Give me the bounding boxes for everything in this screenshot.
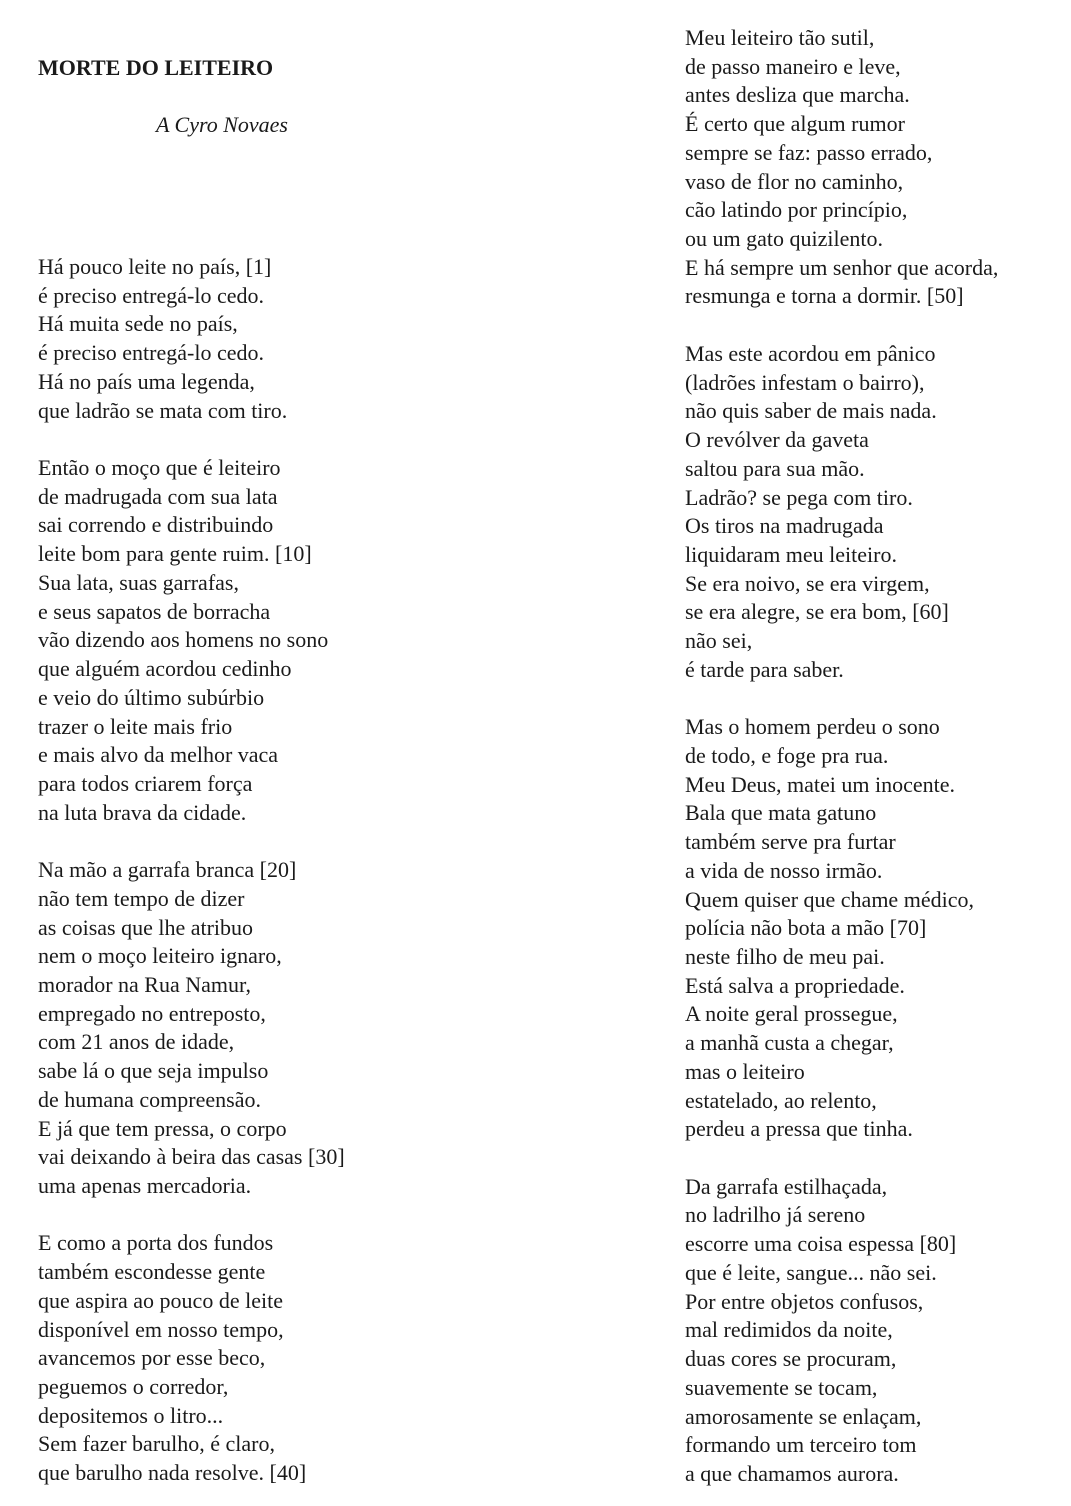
poem-line: que ladrão se mata com tiro. — [38, 397, 288, 423]
poem-line: que aspira ao pouco de leite — [38, 1287, 283, 1313]
poem-line: e veio do último subúrbio — [38, 684, 265, 710]
poem-line: peguemos o corredor, — [38, 1374, 229, 1400]
poem-line: sai correndo e distribuindo — [38, 512, 274, 538]
stanza — [685, 713, 1065, 1144]
poem-line: de madrugada com sua lata — [38, 483, 278, 509]
poem-line: também serve pra furtar — [685, 829, 896, 855]
poem-line: com 21 anos de idade, — [38, 1029, 235, 1055]
poem-line: formando um terceiro tom — [685, 1432, 917, 1458]
poem-line: não quis saber de mais nada. — [685, 398, 937, 424]
poem-line: a que chamamos aurora. — [685, 1460, 899, 1486]
stanza — [685, 24, 1065, 311]
poem-line: leite bom para gente ruim. [10] — [38, 541, 312, 567]
poem-line: nem o moço leiteiro ignaro, — [38, 943, 282, 969]
poem-line: Ladrão? se pega com tiro. — [685, 484, 913, 510]
poem-line: Sem fazer barulho, é claro, — [38, 1431, 275, 1457]
poem-line: não sei, — [685, 628, 753, 654]
poem-line: uma apenas mercadoria. — [38, 1173, 252, 1198]
poem-line: não tem tempo de dizer — [38, 885, 245, 911]
poem-line: morador na Rua Namur, — [38, 971, 251, 997]
poem-line: as coisas que lhe atribuo — [38, 914, 254, 940]
poem-line: mas o leiteiro — [685, 1058, 805, 1084]
poem-line: liquidaram meu leiteiro. — [685, 541, 897, 567]
poem-line: Na mão a garrafa branca [20] — [38, 857, 297, 883]
poem-line: vão dizendo aos homens no sono — [38, 627, 329, 653]
poem-line: (ladrões infestam o bairro), — [685, 369, 925, 395]
poem-line: Mas o homem perdeu o sono — [685, 714, 940, 740]
poem-line: depositemos o litro... — [38, 1402, 224, 1428]
poem-line: ou um gato quizilento. — [685, 226, 883, 252]
poem-line: de humana compreensão. — [38, 1086, 261, 1112]
poem-line: a manhã custa a chegar, — [685, 1030, 894, 1056]
poem-line: amorosamente se enlaçam, — [685, 1403, 922, 1429]
poem-line: saltou para sua mão. — [685, 455, 865, 481]
poem-line: disponível em nosso tempo, — [38, 1316, 284, 1342]
poem-title: MORTE DO LEITEIRO — [38, 55, 274, 80]
poem-column-right — [685, 24, 1065, 1489]
poem-line: é preciso entregá-lo cedo. — [38, 340, 264, 366]
poem-line: sabe lá o que seja impulso — [38, 1058, 269, 1084]
poem-line: E já que tem pressa, o corpo — [38, 1115, 287, 1141]
poem-line: estatelado, ao relento, — [685, 1087, 877, 1113]
poem-line: Está salva a propriedade. — [685, 972, 905, 998]
poem-line: cão latindo por princípio, — [685, 197, 908, 223]
poem-line: Por entre objetos confusos, — [685, 1288, 924, 1314]
poem-line: E há sempre um senhor que acorda, — [685, 254, 999, 280]
poem-line: Da garrafa estilhaçada, — [685, 1173, 888, 1199]
poem-line: Sua lata, suas garrafas, — [38, 569, 239, 595]
poem-line: duas cores se procuram, — [685, 1346, 897, 1372]
poem-line: Então o moço que é leiteiro — [38, 455, 281, 481]
stanza — [38, 253, 638, 425]
poem-line: antes desliza que marcha. — [685, 82, 910, 108]
poem-line: Meu Deus, matei um inocente. — [685, 771, 956, 797]
poem-line: a vida de nosso irmão. — [685, 857, 883, 883]
poem-line: que alguém acordou cedinho — [38, 656, 292, 682]
poem-line: e seus sapatos de borracha — [38, 598, 271, 624]
poem-line: A noite geral prossegue, — [685, 1001, 898, 1027]
stanza-gap — [685, 1144, 1065, 1173]
poem-line: vai deixando à beira das casas [30] — [38, 1144, 345, 1170]
poem-line: de todo, e foge pra rua. — [685, 742, 889, 768]
poem-dedication: A Cyro Novaes — [156, 112, 288, 137]
poem-line: O revólver da gaveta — [685, 427, 869, 453]
poem-line: escorre uma coisa espessa [80] — [685, 1231, 957, 1257]
stanza — [38, 856, 638, 1201]
poem-line: na luta brava da cidade. — [38, 799, 247, 825]
poem-line: trazer o leite mais frio — [38, 713, 233, 739]
poem-line: sempre se faz: passo errado, — [685, 139, 933, 165]
poem-line: Meu leiteiro tão sutil, — [685, 25, 875, 50]
poem-line: resmunga e torna a dormir. [50] — [685, 283, 964, 309]
poem-line: também escondesse gente — [38, 1259, 266, 1285]
poem-line: Há muita sede no país, — [38, 311, 238, 337]
poem-line: e mais alvo da melhor vaca — [38, 742, 279, 768]
poem-line: suavemente se tocam, — [685, 1374, 878, 1400]
stanza — [38, 1229, 638, 1487]
poem-line: perdeu a pressa que tinha. — [685, 1116, 913, 1142]
stanza-gap — [38, 425, 638, 454]
stanza-gap — [685, 685, 1065, 714]
stanza — [685, 1173, 1065, 1489]
poem-line: é preciso entregá-lo cedo. — [38, 282, 264, 308]
poem-line: mal redimidos da noite, — [685, 1317, 893, 1343]
poem-line: de passo maneiro e leve, — [685, 53, 901, 79]
stanza-gap — [685, 311, 1065, 340]
poem-line: Os tiros na madrugada — [685, 513, 884, 539]
poem-line: Há no país uma legenda, — [38, 368, 255, 394]
poem-line: se era alegre, se era bom, [60] — [685, 599, 949, 625]
poem-line: que barulho nada resolve. [40] — [38, 1460, 307, 1486]
poem-column-left — [38, 253, 638, 1488]
stanza-gap — [38, 827, 638, 856]
poem-line: neste filho de meu pai. — [685, 944, 885, 969]
stanza — [38, 454, 638, 827]
poem-line: É certo que algum rumor — [685, 111, 905, 137]
poem-line: para todos criarem força — [38, 770, 253, 796]
poem-line: é tarde para saber. — [685, 656, 844, 682]
poem-line: vaso de flor no caminho, — [685, 168, 904, 194]
stanza — [685, 340, 1065, 685]
poem-line: Se era noivo, se era virgem, — [685, 570, 930, 596]
poem-line: Quem quiser que chame médico, — [685, 886, 974, 912]
poem-line: Há pouco leite no país, [1] — [38, 254, 272, 279]
poem-line: avancemos por esse beco, — [38, 1345, 266, 1371]
poem-line: E como a porta dos fundos — [38, 1230, 274, 1256]
poem-line: empregado no entreposto, — [38, 1000, 266, 1026]
poem-line: Mas este acordou em pânico — [685, 340, 936, 366]
poem-line: Bala que mata gatuno — [685, 800, 877, 826]
poem-line: que é leite, sangue... não sei. — [685, 1259, 937, 1285]
stanza-gap — [38, 1201, 638, 1230]
poem-line: no ladrilho já sereno — [685, 1202, 866, 1228]
poem-line: polícia não bota a mão [70] — [685, 915, 927, 941]
